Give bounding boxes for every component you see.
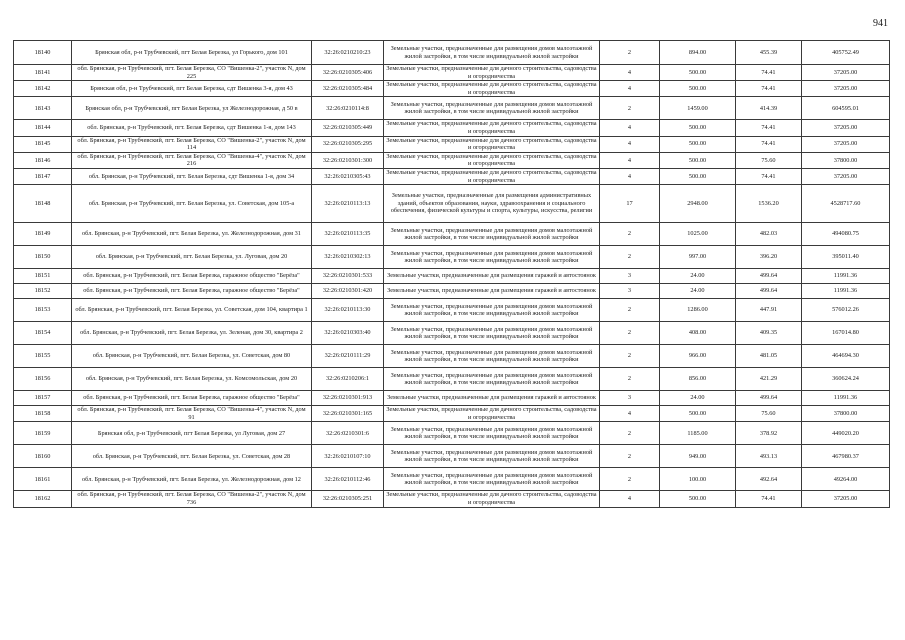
cadastral-number-cell: 32:26:0210206:1 xyxy=(312,368,384,391)
area-cell: 966.00 xyxy=(660,345,736,368)
cadastral-value-cell: 37205.00 xyxy=(802,120,890,136)
specific-value-cell: 499.64 xyxy=(736,391,802,406)
table-row xyxy=(14,41,890,65)
cadastral-number-cell: 32:26:0210113:30 xyxy=(312,299,384,322)
specific-value-cell: 75.60 xyxy=(736,406,802,422)
address-cell: обл. Брянская, р-н Трубчевский, пгт. Белая Березка, ул. Советская, дом 105-а xyxy=(72,185,312,223)
land-use-cell: Земельные участки, предназначенные для дачного строительства, садоводства и огородничества xyxy=(384,81,600,97)
address-cell: Брянская обл, р-н Трубчевский, пгт Белая Березка, сдт Вишенка 3-я, дом 43 xyxy=(72,81,312,97)
cadastral-number-cell: 32:26:0210301:300 xyxy=(312,152,384,168)
land-use-cell: Земельные участки, предназначенные для размещения домов малоэтажной жилой застройки, в том числе индивидуальной жилой застройки xyxy=(384,468,600,491)
table-body xyxy=(14,41,890,508)
cadastral-value-cell: 37800.00 xyxy=(802,406,890,422)
cadastral-number-cell: 32:26:0210305:251 xyxy=(312,491,384,507)
specific-value-cell: 74.41 xyxy=(736,120,802,136)
area-cell: 500.00 xyxy=(660,136,736,152)
address-cell: Брянская обл, р-н Трубчевский, пгт Белая Березка, ул Горького, дом 101 xyxy=(72,41,312,65)
group-cell: 2 xyxy=(600,223,660,246)
area-cell: 500.00 xyxy=(660,152,736,168)
row-number: 18141 xyxy=(14,65,72,81)
land-use-cell: Земельные участки, предназначенные для размещения домов малоэтажной жилой застройки, в том числе индивидуальной жилой застройки xyxy=(384,299,600,322)
group-cell: 4 xyxy=(600,65,660,81)
page-number: 941 xyxy=(873,18,888,29)
group-cell: 2 xyxy=(600,468,660,491)
cadastral-number-cell: 32:26:0210113:35 xyxy=(312,223,384,246)
table-row xyxy=(14,185,890,223)
row-number: 18153 xyxy=(14,299,72,322)
cadastral-number-cell: 32:26:0210112:46 xyxy=(312,468,384,491)
group-cell: 3 xyxy=(600,284,660,299)
address-cell: обл. Брянская, р-н Трубчевский, пгт. Белая Березка, ул. Зеленая, дом 30, квартира 2 xyxy=(72,322,312,345)
specific-value-cell: 481.05 xyxy=(736,345,802,368)
area-cell: 24.00 xyxy=(660,284,736,299)
specific-value-cell: 74.41 xyxy=(736,491,802,507)
address-cell: обл. Брянская, р-н Трубчевский, пгт. Белая Березка, гаражное общество "Берёза" xyxy=(72,391,312,406)
table-row xyxy=(14,269,890,284)
land-use-cell: Земельные участки, предназначенные для размещения административных зданий, объектов образования, науки, здравоохранения и социального обеспечения, физической культуры и спорта, культуры, искусства, религии xyxy=(384,185,600,223)
table-row xyxy=(14,152,890,168)
address-cell: обл. Брянская, р-н Трубчевский, пгт. Белая Березка, ул. Советская, дом 28 xyxy=(72,445,312,468)
cadastral-number-cell: 32:26:0210301:165 xyxy=(312,406,384,422)
table-row xyxy=(14,284,890,299)
group-cell: 4 xyxy=(600,406,660,422)
area-cell: 500.00 xyxy=(660,65,736,81)
cadastral-value-cell: 405752.49 xyxy=(802,41,890,65)
table-row xyxy=(14,491,890,507)
area-cell: 949.00 xyxy=(660,445,736,468)
address-cell: обл. Брянская, р-н Трубчевский, пгт. Белая Березка, СО "Вишенка-2", участок N, дом 225 xyxy=(72,65,312,81)
address-cell: обл. Брянская, р-н Трубчевский, пгт. Белая Березка, ул. Комсомольская, дом 20 xyxy=(72,368,312,391)
table-row xyxy=(14,223,890,246)
table-row xyxy=(14,136,890,152)
cadastral-value-cell: 167014.80 xyxy=(802,322,890,345)
specific-value-cell: 499.64 xyxy=(736,284,802,299)
row-number: 18148 xyxy=(14,185,72,223)
land-use-cell: Земельные участки, предназначенные для дачного строительства, садоводства и огородничества xyxy=(384,406,600,422)
cadastral-number-cell: 32:26:0210113:13 xyxy=(312,185,384,223)
cadastral-value-cell: 449020.20 xyxy=(802,422,890,445)
group-cell: 2 xyxy=(600,299,660,322)
address-cell: обл. Брянская, р-н Трубчевский, пгт. Белая Березка, ул. Советская, дом 80 xyxy=(72,345,312,368)
cadastral-number-cell: 32:26:0210210:23 xyxy=(312,41,384,65)
specific-value-cell: 421.29 xyxy=(736,368,802,391)
table-row xyxy=(14,299,890,322)
group-cell: 4 xyxy=(600,152,660,168)
area-cell: 856.00 xyxy=(660,368,736,391)
specific-value-cell: 396.20 xyxy=(736,246,802,269)
cadastral-number-cell: 32:26:0210301:533 xyxy=(312,269,384,284)
land-use-cell: Земельные участки, предназначенные для размещения домов малоэтажной жилой застройки, в том числе индивидуальной жилой застройки xyxy=(384,322,600,345)
cadastral-value-table xyxy=(13,40,890,508)
address-cell: обл. Брянская, р-н Трубчевский, пгт. Белая Березка, гаражное общество "Берёза" xyxy=(72,284,312,299)
cadastral-value-cell: 494080.75 xyxy=(802,223,890,246)
row-number: 18147 xyxy=(14,168,72,184)
cadastral-value-cell: 37205.00 xyxy=(802,491,890,507)
cadastral-value-cell: 37205.00 xyxy=(802,136,890,152)
table-row xyxy=(14,391,890,406)
table-row xyxy=(14,322,890,345)
cadastral-value-cell: 11991.36 xyxy=(802,391,890,406)
row-number: 18157 xyxy=(14,391,72,406)
group-cell: 4 xyxy=(600,168,660,184)
row-number: 18150 xyxy=(14,246,72,269)
specific-value-cell: 447.91 xyxy=(736,299,802,322)
cadastral-value-cell: 37205.00 xyxy=(802,168,890,184)
area-cell: 1185.00 xyxy=(660,422,736,445)
row-number: 18158 xyxy=(14,406,72,422)
cadastral-number-cell: 32:26:0210107:10 xyxy=(312,445,384,468)
row-number: 18152 xyxy=(14,284,72,299)
table-row xyxy=(14,445,890,468)
area-cell: 1025.00 xyxy=(660,223,736,246)
table-row xyxy=(14,468,890,491)
group-cell: 2 xyxy=(600,246,660,269)
specific-value-cell: 74.41 xyxy=(736,81,802,97)
row-number: 18154 xyxy=(14,322,72,345)
row-number: 18144 xyxy=(14,120,72,136)
cadastral-value-cell: 49264.00 xyxy=(802,468,890,491)
area-cell: 500.00 xyxy=(660,491,736,507)
address-cell: обл. Брянская, р-н Трубчевский, пгт. Белая Березка, ул. Железнодорожная, дом 12 xyxy=(72,468,312,491)
specific-value-cell: 409.35 xyxy=(736,322,802,345)
specific-value-cell: 492.64 xyxy=(736,468,802,491)
specific-value-cell: 455.39 xyxy=(736,41,802,65)
cadastral-number-cell: 32:26:0210305:43 xyxy=(312,168,384,184)
address-cell: обл. Брянская, р-н Трубчевский, пгт. Белая Березка, сдт Вишенка 1-я, дом 143 xyxy=(72,120,312,136)
cadastral-value-cell: 37205.00 xyxy=(802,81,890,97)
address-cell: обл. Брянская, р-н Трубчевский, пгт. Белая Березка, СО "Вишенка-4", участок N, дом 216 xyxy=(72,152,312,168)
land-use-cell: Земельные участки, предназначенные для дачного строительства, садоводства и огородничества xyxy=(384,136,600,152)
table-row xyxy=(14,368,890,391)
row-number: 18155 xyxy=(14,345,72,368)
area-cell: 2948.00 xyxy=(660,185,736,223)
table-row xyxy=(14,406,890,422)
land-use-cell: Земельные участки, предназначенные для дачного строительства, садоводства и огородничества xyxy=(384,65,600,81)
cadastral-number-cell: 32:26:0210114:8 xyxy=(312,97,384,120)
land-use-cell: Земельные участки, предназначенные для дачного строительства, садоводства и огородничества xyxy=(384,120,600,136)
row-number: 18140 xyxy=(14,41,72,65)
table-row xyxy=(14,422,890,445)
group-cell: 2 xyxy=(600,322,660,345)
area-cell: 500.00 xyxy=(660,120,736,136)
address-cell: Брянская обл, р-н Трубчевский, пгт Белая Березка, ул Луговая, дом 27 xyxy=(72,422,312,445)
cadastral-value-cell: 11991.36 xyxy=(802,269,890,284)
area-cell: 100.00 xyxy=(660,468,736,491)
group-cell: 2 xyxy=(600,422,660,445)
area-cell: 894.00 xyxy=(660,41,736,65)
land-use-cell: Земельные участки, предназначенные для размещения домов малоэтажной жилой застройки, в том числе индивидуальной жилой застройки xyxy=(384,97,600,120)
cadastral-value-cell: 37205.00 xyxy=(802,65,890,81)
row-number: 18156 xyxy=(14,368,72,391)
group-cell: 17 xyxy=(600,185,660,223)
land-use-cell: Земельные участки, предназначенные для размещения гаражей и автостоянок xyxy=(384,269,600,284)
row-number: 18161 xyxy=(14,468,72,491)
group-cell: 4 xyxy=(600,491,660,507)
specific-value-cell: 493.13 xyxy=(736,445,802,468)
row-number: 18162 xyxy=(14,491,72,507)
area-cell: 1286.00 xyxy=(660,299,736,322)
cadastral-number-cell: 32:26:0210301:913 xyxy=(312,391,384,406)
land-use-cell: Земельные участки, предназначенные для дачного строительства, садоводства и огородничества xyxy=(384,491,600,507)
cadastral-value-cell: 11991.36 xyxy=(802,284,890,299)
table-row xyxy=(14,65,890,81)
specific-value-cell: 482.03 xyxy=(736,223,802,246)
area-cell: 500.00 xyxy=(660,406,736,422)
group-cell: 3 xyxy=(600,269,660,284)
land-use-cell: Земельные участки, предназначенные для размещения домов малоэтажной жилой застройки, в том числе индивидуальной жилой застройки xyxy=(384,368,600,391)
group-cell: 4 xyxy=(600,81,660,97)
cadastral-number-cell: 32:26:0210305:406 xyxy=(312,65,384,81)
group-cell: 2 xyxy=(600,445,660,468)
cadastral-number-cell: 32:26:0210305:449 xyxy=(312,120,384,136)
cadastral-value-cell: 576012.26 xyxy=(802,299,890,322)
specific-value-cell: 1536.20 xyxy=(736,185,802,223)
specific-value-cell: 414.39 xyxy=(736,97,802,120)
land-use-cell: Земельные участки, предназначенные для размещения домов малоэтажной жилой застройки, в том числе индивидуальной жилой застройки xyxy=(384,422,600,445)
specific-value-cell: 74.41 xyxy=(736,136,802,152)
area-cell: 408.00 xyxy=(660,322,736,345)
cadastral-value-cell: 395011.40 xyxy=(802,246,890,269)
table-row xyxy=(14,97,890,120)
area-cell: 997.00 xyxy=(660,246,736,269)
land-use-cell: Земельные участки, предназначенные для размещения домов малоэтажной жилой застройки, в том числе индивидуальной жилой застройки xyxy=(384,246,600,269)
group-cell: 2 xyxy=(600,41,660,65)
specific-value-cell: 378.92 xyxy=(736,422,802,445)
group-cell: 2 xyxy=(600,368,660,391)
address-cell: обл. Брянская, р-н Трубчевский, пгт. Белая Березка, СО "Вишенка-4", участок N, дом 91 xyxy=(72,406,312,422)
row-number: 18145 xyxy=(14,136,72,152)
specific-value-cell: 499.64 xyxy=(736,269,802,284)
area-cell: 500.00 xyxy=(660,81,736,97)
land-use-cell: Земельные участки, предназначенные для размещения гаражей и автостоянок xyxy=(384,284,600,299)
land-use-cell: Земельные участки, предназначенные для размещения домов малоэтажной жилой застройки, в том числе индивидуальной жилой застройки xyxy=(384,41,600,65)
group-cell: 3 xyxy=(600,391,660,406)
row-number: 18142 xyxy=(14,81,72,97)
cadastral-number-cell: 32:26:0210303:40 xyxy=(312,322,384,345)
land-use-cell: Земельные участки, предназначенные для размещения домов малоэтажной жилой застройки, в том числе индивидуальной жилой застройки xyxy=(384,345,600,368)
area-cell: 24.00 xyxy=(660,269,736,284)
land-use-cell: Земельные участки, предназначенные для размещения домов малоэтажной жилой застройки, в том числе индивидуальной жилой застройки xyxy=(384,223,600,246)
address-cell: обл. Брянская, р-н Трубчевский, пгт. Белая Березка, СО "Вишенка-2", участок N, дом 114 xyxy=(72,136,312,152)
area-cell: 24.00 xyxy=(660,391,736,406)
land-use-cell: Земельные участки, предназначенные для дачного строительства, садоводства и огородничества xyxy=(384,152,600,168)
cadastral-number-cell: 32:26:0210305:484 xyxy=(312,81,384,97)
row-number: 18160 xyxy=(14,445,72,468)
address-cell: обл. Брянская, р-н Трубчевский, пгт. Белая Березка, СО "Вишенка-2", участок N, дом 736 xyxy=(72,491,312,507)
cadastral-value-cell: 604595.01 xyxy=(802,97,890,120)
cadastral-number-cell: 32:26:0210111:29 xyxy=(312,345,384,368)
address-cell: обл. Брянская, р-н Трубчевский, пгт. Белая Березка, ул. Железнодорожная, дом 31 xyxy=(72,223,312,246)
specific-value-cell: 75.60 xyxy=(736,152,802,168)
land-use-cell: Земельные участки, предназначенные для дачного строительства, садоводства и огородничества xyxy=(384,168,600,184)
table-row xyxy=(14,120,890,136)
row-number: 18143 xyxy=(14,97,72,120)
table-row xyxy=(14,345,890,368)
address-cell: Брянская обл, р-н Трубчевский, пгт Белая Березка, ул Железнодорожная, д 50 в xyxy=(72,97,312,120)
group-cell: 2 xyxy=(600,97,660,120)
cadastral-number-cell: 32:26:0210305:295 xyxy=(312,136,384,152)
cadastral-value-cell: 4528717.60 xyxy=(802,185,890,223)
table-row xyxy=(14,246,890,269)
address-cell: обл. Брянская, р-н Трубчевский, пгт. Белая Березка, сдт Вишенка 1-я, дом 34 xyxy=(72,168,312,184)
group-cell: 2 xyxy=(600,345,660,368)
cadastral-number-cell: 32:26:0210301:420 xyxy=(312,284,384,299)
cadastral-value-cell: 360624.24 xyxy=(802,368,890,391)
cadastral-number-cell: 32:26:0210301:6 xyxy=(312,422,384,445)
area-cell: 1459.00 xyxy=(660,97,736,120)
group-cell: 4 xyxy=(600,120,660,136)
table-row xyxy=(14,168,890,184)
row-number: 18151 xyxy=(14,269,72,284)
cadastral-value-cell: 464694.30 xyxy=(802,345,890,368)
row-number: 18149 xyxy=(14,223,72,246)
cadastral-value-cell: 467980.37 xyxy=(802,445,890,468)
address-cell: обл. Брянская, р-н Трубчевский, пгт. Белая Березка, ул. Луговая, дом 20 xyxy=(72,246,312,269)
cadastral-number-cell: 32:26:0210302:13 xyxy=(312,246,384,269)
row-number: 18146 xyxy=(14,152,72,168)
address-cell: обл. Брянская, р-н Трубчевский, пгт. Белая Березка, ул. Советская, дом 104, квартира 1 xyxy=(72,299,312,322)
land-use-cell: Земельные участки, предназначенные для размещения гаражей и автостоянок xyxy=(384,391,600,406)
cadastral-value-cell: 37800.00 xyxy=(802,152,890,168)
table-row xyxy=(14,81,890,97)
specific-value-cell: 74.41 xyxy=(736,65,802,81)
row-number: 18159 xyxy=(14,422,72,445)
land-use-cell: Земельные участки, предназначенные для размещения домов малоэтажной жилой застройки, в том числе индивидуальной жилой застройки xyxy=(384,445,600,468)
area-cell: 500.00 xyxy=(660,168,736,184)
address-cell: обл. Брянская, р-н Трубчевский, пгт. Белая Березка, гаражное общество "Берёза" xyxy=(72,269,312,284)
group-cell: 4 xyxy=(600,136,660,152)
specific-value-cell: 74.41 xyxy=(736,168,802,184)
